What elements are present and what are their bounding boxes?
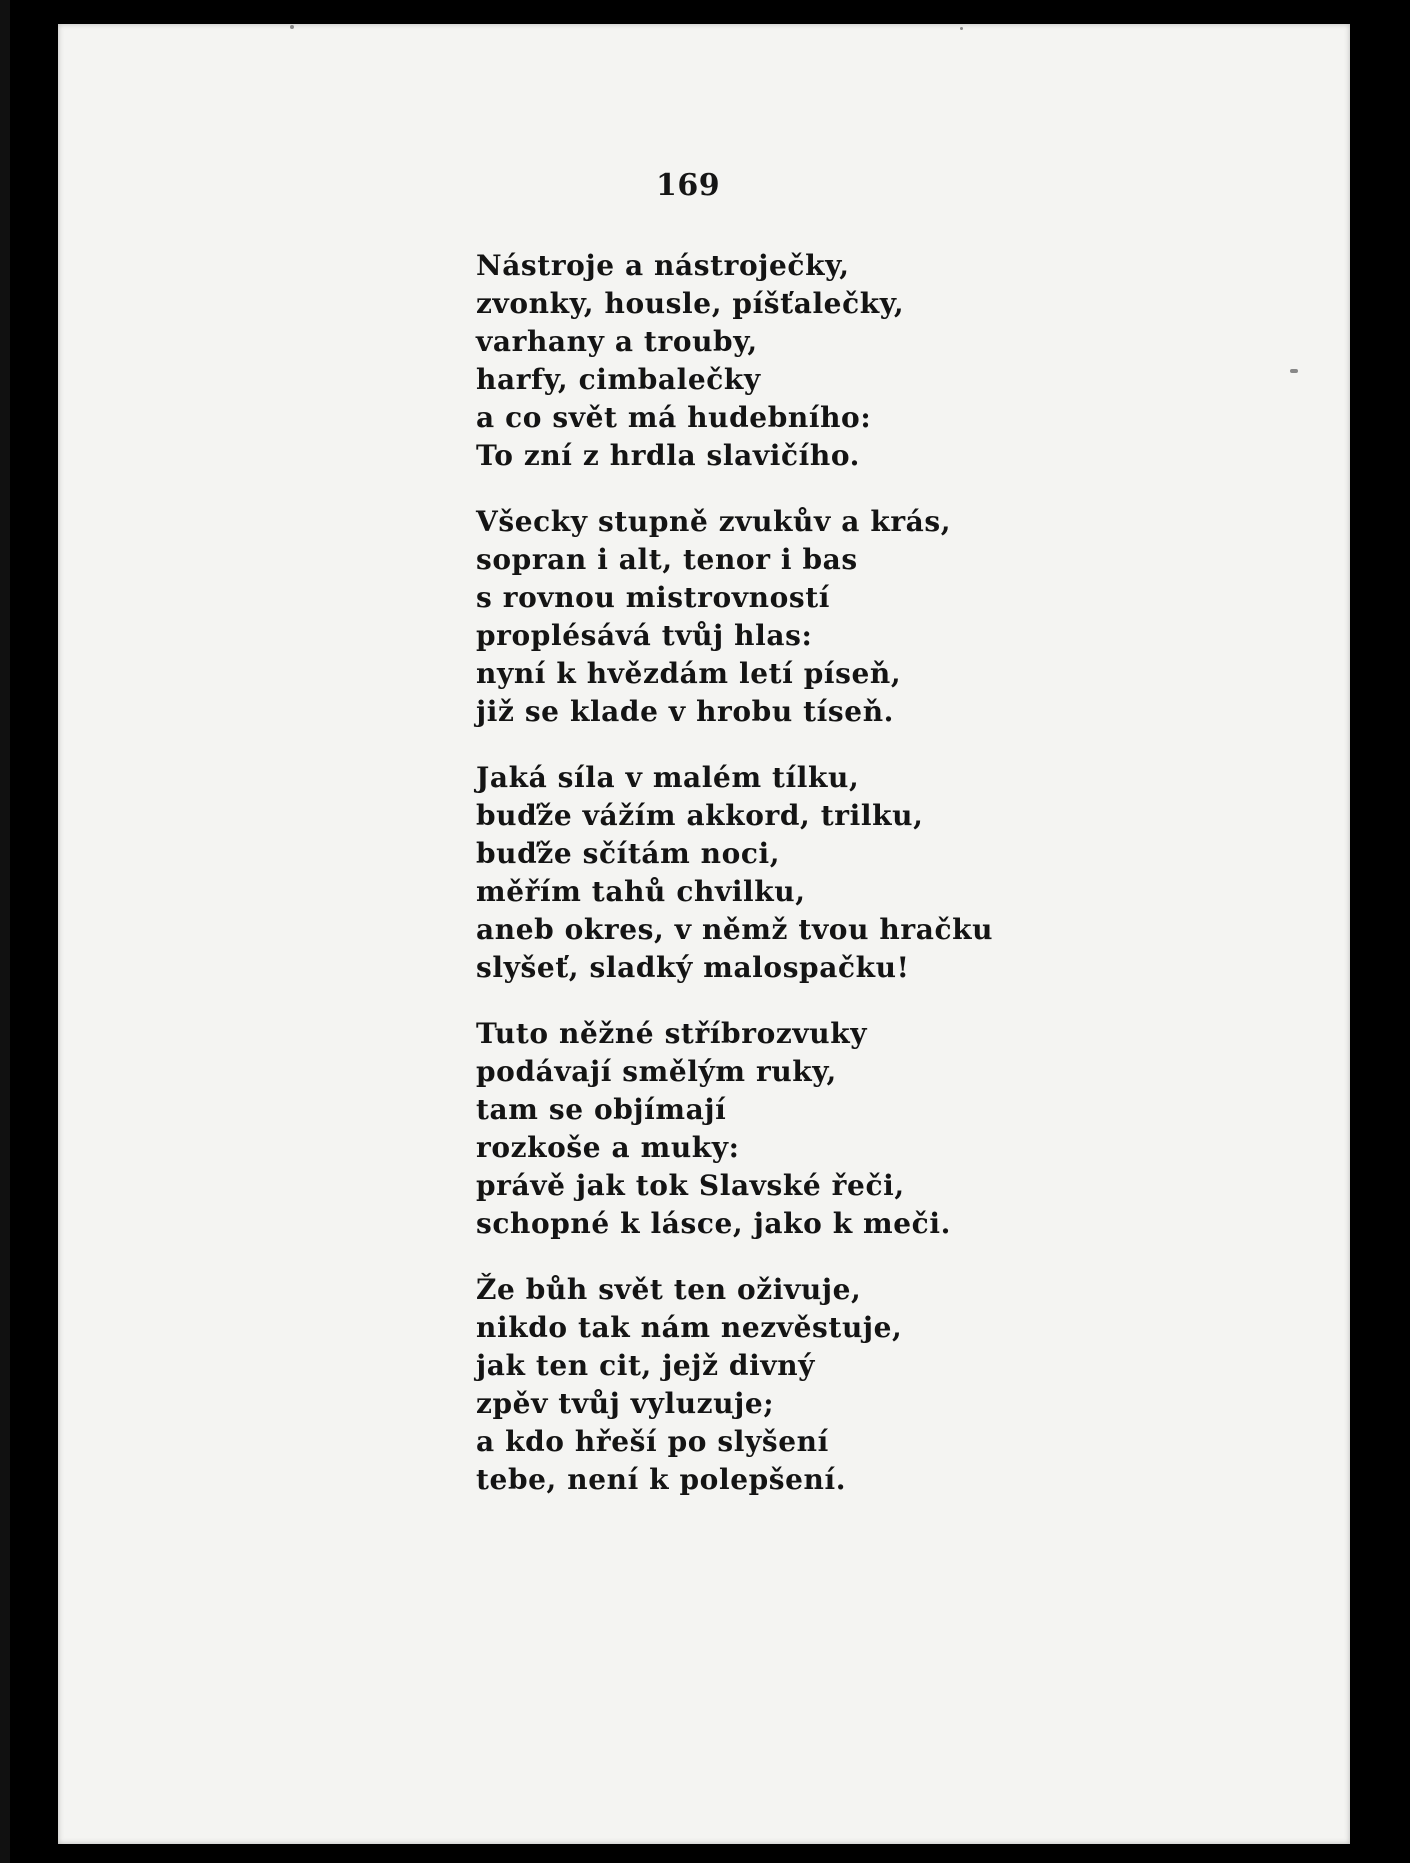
poem-line: podávají smělým ruky, [476, 1055, 837, 1088]
poem-line: a kdo hřeší po slyšení [476, 1425, 829, 1458]
poem-line: jak ten cit, jejž divný [476, 1349, 816, 1382]
poem-line: harfy, cimbalečky [476, 363, 761, 396]
poem-line: zpěv tvůj vyluzuje; [476, 1387, 775, 1420]
poem-line: tebe, není k polepšení. [476, 1463, 847, 1496]
poem-line: zvonky, housle, píšťalečky, [476, 287, 905, 320]
poem-line: To zní z hrdla slavičího. [476, 439, 860, 472]
poem-line: schopné k lásce, jako k meči. [476, 1207, 951, 1240]
stanza [476, 1015, 1296, 1243]
poem-line: s rovnou mistrovností [476, 581, 830, 614]
stanza [476, 1271, 1296, 1499]
poem-line: Že bůh svět ten oživuje, [476, 1273, 862, 1306]
poem-line: Tuto něžné stříbrozvuky [476, 1017, 868, 1050]
poem-line: Jaká síla v malém tílku, [476, 761, 860, 794]
poem-line: varhany a trouby, [476, 325, 758, 358]
stanza [476, 247, 1296, 475]
book-spine-shadow [0, 0, 10, 1863]
page-number: 169 [656, 168, 721, 203]
poem-line: aneb okres, v němž tvou hračku [476, 913, 994, 946]
poem-line: Všecky stupně zvukův a krás, [476, 505, 952, 538]
poem-line: tam se objímají [476, 1093, 727, 1126]
poem-line: buďže vážím akkord, trilku, [476, 799, 924, 832]
poem-line: slyšeť, sladký malospačku! [476, 951, 910, 984]
poem-line: a co svět má hudebního: [476, 401, 872, 434]
poem-line: právě jak tok Slavské řeči, [476, 1169, 905, 1202]
poem-line: rozkoše a muky: [476, 1131, 740, 1164]
poem-line: již se klade v hrobu tíseň. [476, 695, 895, 728]
stanza [476, 503, 1296, 731]
poem-line: proplésává tvůj hlas: [476, 619, 813, 652]
stanza [476, 759, 1296, 987]
poem-text [476, 247, 1296, 1499]
poem-line: měřím tahů chvilku, [476, 875, 806, 908]
poem-line: nyní k hvězdám letí píseň, [476, 657, 902, 690]
poem-line: sopran i alt, tenor i bas [476, 543, 858, 576]
poem-line: nikdo tak nám nezvěstuje, [476, 1311, 903, 1344]
paper-speck [290, 25, 294, 29]
poem-line: buďže sčítám noci, [476, 837, 781, 870]
poem-line: Nástroje a nástroječky, [476, 249, 850, 282]
paper-speck [960, 27, 963, 30]
